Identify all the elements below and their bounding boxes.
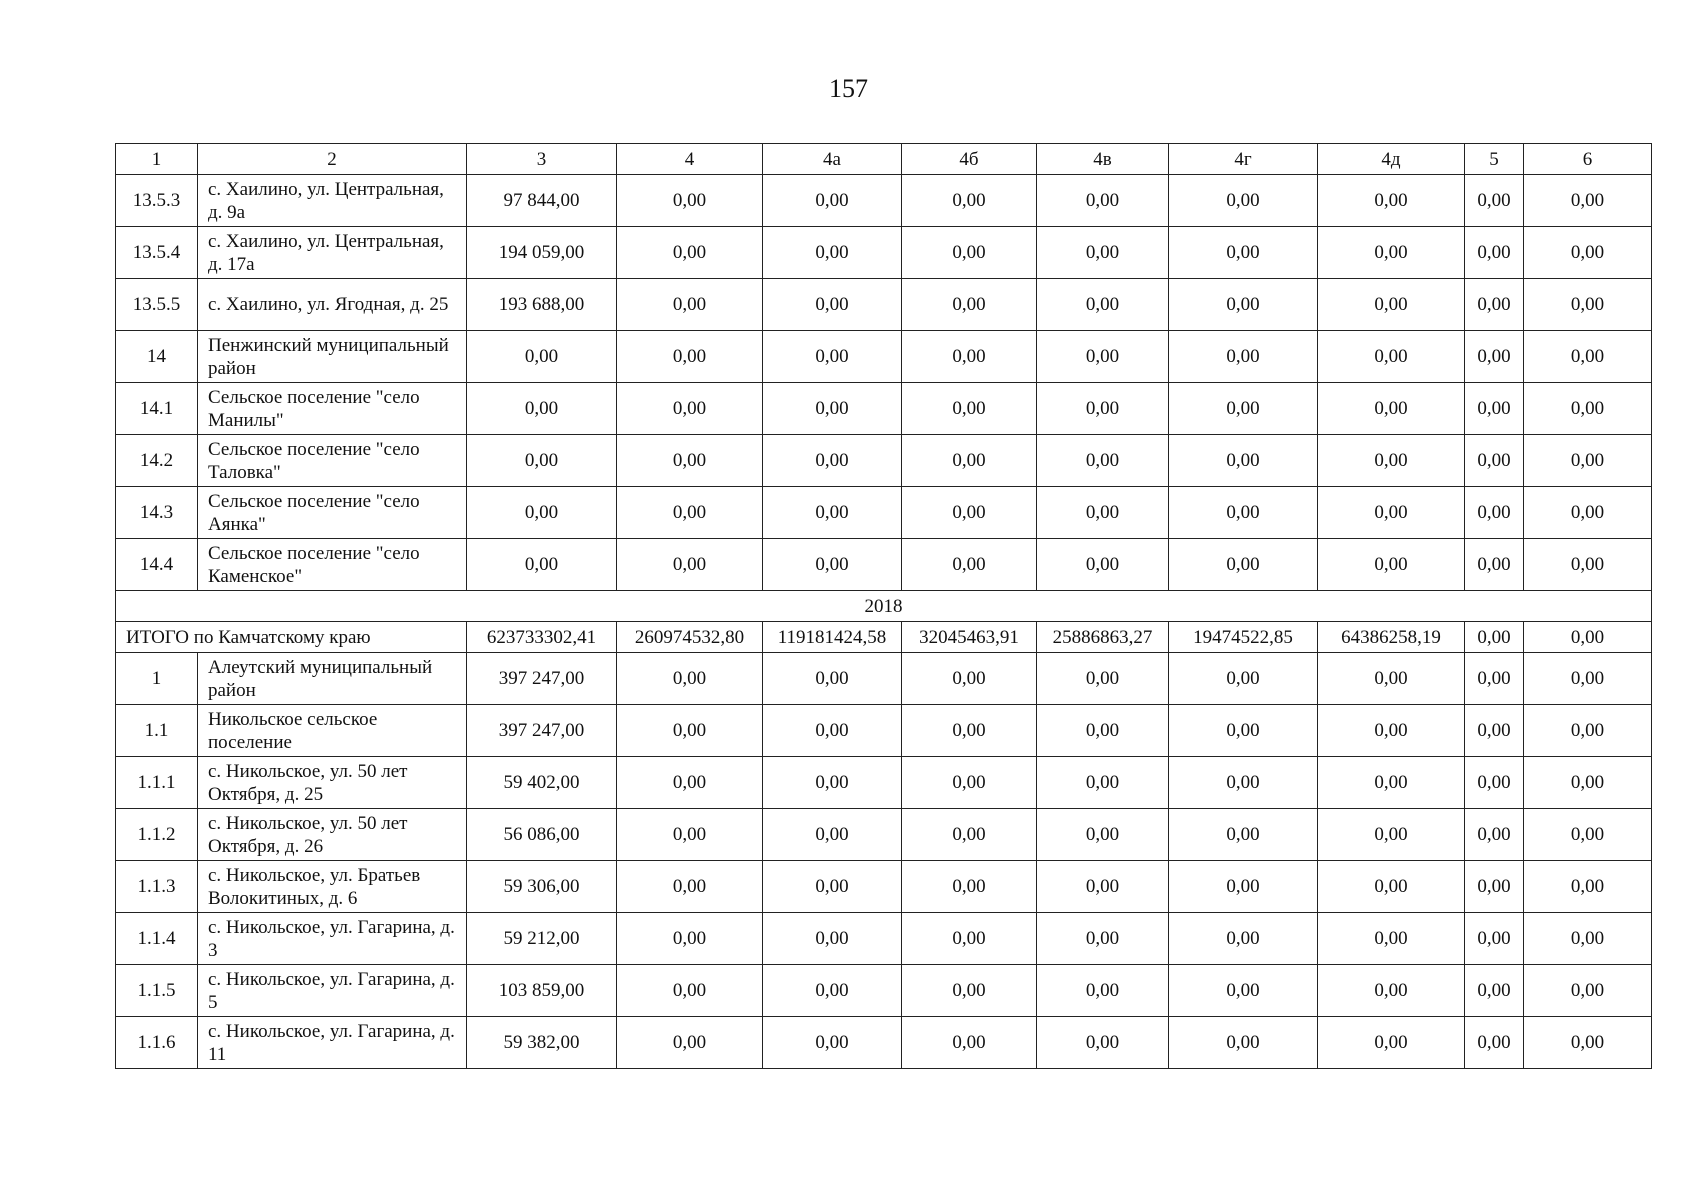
table-row — [116, 487, 1652, 539]
row-value: 0,00 — [902, 861, 1037, 913]
row-value: 59 306,00 — [467, 861, 617, 913]
row-value: 0,00 — [763, 539, 902, 591]
table-row — [116, 965, 1652, 1017]
column-header: 4а — [763, 144, 902, 175]
row-value: 0,00 — [763, 331, 902, 383]
row-value: 0,00 — [1169, 175, 1318, 227]
row-value: 0,00 — [1037, 279, 1169, 331]
table-row — [116, 757, 1652, 809]
row-value: 0,00 — [1465, 539, 1524, 591]
row-value: 0,00 — [1169, 913, 1318, 965]
row-value: 0,00 — [763, 383, 902, 435]
table-row — [116, 279, 1652, 331]
row-value: 0,00 — [467, 331, 617, 383]
row-value: 0,00 — [1037, 913, 1169, 965]
row-name: с. Хаилино, ул. Центральная, д. 9а — [198, 175, 467, 227]
column-header: 3 — [467, 144, 617, 175]
row-value: 0,00 — [1465, 913, 1524, 965]
row-value: 0,00 — [1318, 705, 1465, 757]
row-value: 0,00 — [1037, 757, 1169, 809]
row-value: 0,00 — [763, 861, 902, 913]
row-value: 0,00 — [1465, 435, 1524, 487]
row-value: 0,00 — [617, 539, 763, 591]
row-value: 0,00 — [1169, 331, 1318, 383]
row-value: 0,00 — [617, 809, 763, 861]
row-value: 0,00 — [1169, 965, 1318, 1017]
total-value: 19474522,85 — [1169, 622, 1318, 653]
row-name: Сельское поселение "село Манилы" — [198, 383, 467, 435]
table-row — [116, 1017, 1652, 1069]
row-value: 0,00 — [902, 705, 1037, 757]
row-value: 0,00 — [1524, 653, 1652, 705]
row-value: 0,00 — [1037, 861, 1169, 913]
row-value: 56 086,00 — [467, 809, 617, 861]
row-value: 0,00 — [1465, 809, 1524, 861]
row-value: 0,00 — [763, 487, 902, 539]
total-value: 64386258,19 — [1318, 622, 1465, 653]
column-header: 4д — [1318, 144, 1465, 175]
row-value: 0,00 — [1037, 435, 1169, 487]
row-value: 0,00 — [1037, 487, 1169, 539]
total-value: 119181424,58 — [763, 622, 902, 653]
row-value: 0,00 — [902, 279, 1037, 331]
total-value: 25886863,27 — [1037, 622, 1169, 653]
row-value: 0,00 — [467, 539, 617, 591]
table-row — [116, 705, 1652, 757]
row-value: 0,00 — [1318, 861, 1465, 913]
row-name: с. Никольское, ул. Братьев Волокитиных, д. 6 — [198, 861, 467, 913]
row-value: 0,00 — [1465, 757, 1524, 809]
row-value: 0,00 — [1037, 809, 1169, 861]
row-name: с. Хаилино, ул. Ягодная, д. 25 — [198, 279, 467, 331]
row-value: 0,00 — [1465, 653, 1524, 705]
row-id: 14 — [116, 331, 198, 383]
row-value: 0,00 — [902, 227, 1037, 279]
row-value: 0,00 — [1465, 965, 1524, 1017]
column-header: 4в — [1037, 144, 1169, 175]
table-row — [116, 383, 1652, 435]
page-number: 157 — [829, 74, 868, 103]
row-value: 0,00 — [1037, 1017, 1169, 1069]
row-value: 0,00 — [1465, 331, 1524, 383]
row-value: 0,00 — [1169, 705, 1318, 757]
row-value: 0,00 — [1318, 175, 1465, 227]
row-value: 0,00 — [1169, 861, 1318, 913]
total-value: 32045463,91 — [902, 622, 1037, 653]
row-value: 0,00 — [1169, 809, 1318, 861]
column-header: 4г — [1169, 144, 1318, 175]
row-value: 0,00 — [467, 487, 617, 539]
row-name: с. Никольское, ул. Гагарина, д. 3 — [198, 913, 467, 965]
row-value: 0,00 — [1465, 705, 1524, 757]
row-value: 0,00 — [1524, 279, 1652, 331]
row-value: 0,00 — [1318, 227, 1465, 279]
total-value: 260974532,80 — [617, 622, 763, 653]
row-name: Сельское поселение "село Каменское" — [198, 539, 467, 591]
row-name: с. Никольское, ул. Гагарина, д. 11 — [198, 1017, 467, 1069]
table-row — [116, 653, 1652, 705]
row-value: 193 688,00 — [467, 279, 617, 331]
row-value: 0,00 — [617, 965, 763, 1017]
row-value: 0,00 — [1524, 809, 1652, 861]
row-value: 0,00 — [1169, 1017, 1318, 1069]
row-value: 0,00 — [1318, 383, 1465, 435]
row-value: 0,00 — [617, 383, 763, 435]
column-header: 2 — [198, 144, 467, 175]
row-value: 0,00 — [763, 227, 902, 279]
header-row — [116, 144, 1652, 175]
total-value: 623733302,41 — [467, 622, 617, 653]
row-value: 0,00 — [1318, 435, 1465, 487]
row-value: 0,00 — [1524, 487, 1652, 539]
row-id: 14.3 — [116, 487, 198, 539]
row-value: 59 382,00 — [467, 1017, 617, 1069]
row-value: 0,00 — [1037, 539, 1169, 591]
total-row — [116, 622, 1652, 653]
row-id: 14.4 — [116, 539, 198, 591]
row-value: 0,00 — [902, 913, 1037, 965]
row-id: 14.2 — [116, 435, 198, 487]
row-value: 0,00 — [1524, 757, 1652, 809]
row-id: 13.5.5 — [116, 279, 198, 331]
row-value: 0,00 — [1465, 1017, 1524, 1069]
column-header: 4 — [617, 144, 763, 175]
row-value: 0,00 — [902, 1017, 1037, 1069]
row-value: 0,00 — [1318, 757, 1465, 809]
row-value: 0,00 — [1318, 487, 1465, 539]
row-id: 1.1.2 — [116, 809, 198, 861]
row-name: Сельское поселение "село Таловка" — [198, 435, 467, 487]
row-value: 0,00 — [1037, 383, 1169, 435]
row-name: Алеутский муниципальный район — [198, 653, 467, 705]
row-value: 0,00 — [1318, 1017, 1465, 1069]
table-row — [116, 435, 1652, 487]
row-value: 0,00 — [902, 435, 1037, 487]
row-value: 0,00 — [1524, 705, 1652, 757]
column-header: 4б — [902, 144, 1037, 175]
row-value: 59 212,00 — [467, 913, 617, 965]
row-value: 0,00 — [902, 331, 1037, 383]
year-label: 2018 — [116, 591, 1652, 622]
row-value: 0,00 — [1169, 227, 1318, 279]
row-value: 0,00 — [1169, 487, 1318, 539]
row-value: 0,00 — [1524, 539, 1652, 591]
row-value: 0,00 — [902, 965, 1037, 1017]
row-value: 0,00 — [617, 653, 763, 705]
row-value: 0,00 — [1524, 331, 1652, 383]
row-value: 0,00 — [1037, 705, 1169, 757]
row-value: 0,00 — [763, 435, 902, 487]
row-value: 0,00 — [763, 913, 902, 965]
row-value: 0,00 — [1037, 331, 1169, 383]
table-row — [116, 227, 1652, 279]
row-value: 0,00 — [1465, 383, 1524, 435]
row-value: 0,00 — [1524, 435, 1652, 487]
row-value: 0,00 — [1169, 435, 1318, 487]
row-value: 0,00 — [1169, 279, 1318, 331]
row-value: 0,00 — [617, 487, 763, 539]
row-value: 103 859,00 — [467, 965, 617, 1017]
row-value: 0,00 — [1524, 861, 1652, 913]
row-value: 0,00 — [1318, 539, 1465, 591]
row-value: 0,00 — [1465, 227, 1524, 279]
row-value: 0,00 — [1169, 539, 1318, 591]
row-name: с. Никольское, ул. Гагарина, д. 5 — [198, 965, 467, 1017]
row-value: 0,00 — [763, 653, 902, 705]
row-name: Никольское сельское поселение — [198, 705, 467, 757]
row-value: 0,00 — [1465, 487, 1524, 539]
row-id: 1.1.5 — [116, 965, 198, 1017]
row-value: 0,00 — [617, 861, 763, 913]
row-value: 97 844,00 — [467, 175, 617, 227]
column-header: 5 — [1465, 144, 1524, 175]
row-name: с. Хаилино, ул. Центральная, д. 17а — [198, 227, 467, 279]
row-value: 0,00 — [763, 175, 902, 227]
row-id: 14.1 — [116, 383, 198, 435]
total-value: 0,00 — [1524, 622, 1652, 653]
row-value: 59 402,00 — [467, 757, 617, 809]
row-value: 0,00 — [1318, 279, 1465, 331]
row-value: 0,00 — [1524, 175, 1652, 227]
row-id: 1.1.1 — [116, 757, 198, 809]
row-value: 0,00 — [1318, 913, 1465, 965]
row-value: 0,00 — [467, 435, 617, 487]
row-value: 0,00 — [617, 279, 763, 331]
row-value: 0,00 — [1318, 965, 1465, 1017]
row-value: 0,00 — [1524, 965, 1652, 1017]
row-id: 1.1.3 — [116, 861, 198, 913]
row-name: с. Никольское, ул. 50 лет Октября, д. 25 — [198, 757, 467, 809]
row-value: 194 059,00 — [467, 227, 617, 279]
row-value: 0,00 — [763, 279, 902, 331]
row-value: 0,00 — [1169, 757, 1318, 809]
table-row — [116, 913, 1652, 965]
row-value: 0,00 — [1318, 809, 1465, 861]
row-value: 0,00 — [1037, 653, 1169, 705]
row-value: 0,00 — [1524, 227, 1652, 279]
row-value: 0,00 — [617, 227, 763, 279]
row-value: 0,00 — [1465, 279, 1524, 331]
total-label: ИТОГО по Камчатскому краю — [116, 622, 467, 653]
row-value: 0,00 — [763, 1017, 902, 1069]
row-value: 0,00 — [763, 705, 902, 757]
row-id: 13.5.3 — [116, 175, 198, 227]
row-value: 0,00 — [617, 705, 763, 757]
row-value: 0,00 — [902, 175, 1037, 227]
row-value: 0,00 — [1037, 175, 1169, 227]
row-value: 0,00 — [902, 383, 1037, 435]
row-id: 1.1 — [116, 705, 198, 757]
table-row — [116, 175, 1652, 227]
row-value: 0,00 — [1169, 653, 1318, 705]
row-name: с. Никольское, ул. 50 лет Октября, д. 26 — [198, 809, 467, 861]
row-value: 0,00 — [617, 757, 763, 809]
row-value: 0,00 — [467, 383, 617, 435]
row-value: 0,00 — [1524, 383, 1652, 435]
row-value: 0,00 — [617, 435, 763, 487]
column-header: 6 — [1524, 144, 1652, 175]
row-value: 0,00 — [902, 757, 1037, 809]
row-name: Сельское поселение "село Аянка" — [198, 487, 467, 539]
row-value: 0,00 — [1524, 1017, 1652, 1069]
row-value: 0,00 — [617, 175, 763, 227]
row-id: 1.1.6 — [116, 1017, 198, 1069]
row-value: 0,00 — [1318, 653, 1465, 705]
row-value: 0,00 — [763, 809, 902, 861]
row-value: 0,00 — [902, 487, 1037, 539]
row-value: 0,00 — [763, 757, 902, 809]
table-row — [116, 809, 1652, 861]
row-value: 397 247,00 — [467, 705, 617, 757]
row-value: 0,00 — [1465, 861, 1524, 913]
table-row — [116, 861, 1652, 913]
row-value: 0,00 — [617, 913, 763, 965]
row-value: 0,00 — [1318, 331, 1465, 383]
row-name: Пенжинский муниципальный район — [198, 331, 467, 383]
row-value: 0,00 — [1037, 965, 1169, 1017]
row-value: 0,00 — [1524, 913, 1652, 965]
row-id: 13.5.4 — [116, 227, 198, 279]
row-value: 0,00 — [902, 809, 1037, 861]
row-value: 0,00 — [1037, 227, 1169, 279]
row-value: 0,00 — [902, 653, 1037, 705]
table-body — [116, 144, 1652, 1069]
data-table — [115, 143, 1652, 1069]
row-value: 0,00 — [1169, 383, 1318, 435]
row-value: 0,00 — [902, 539, 1037, 591]
row-id: 1 — [116, 653, 198, 705]
column-header: 1 — [116, 144, 198, 175]
row-id: 1.1.4 — [116, 913, 198, 965]
table-row — [116, 539, 1652, 591]
table-row — [116, 331, 1652, 383]
row-value: 0,00 — [617, 1017, 763, 1069]
row-value: 0,00 — [1465, 175, 1524, 227]
year-row — [116, 591, 1652, 622]
row-value: 0,00 — [763, 965, 902, 1017]
total-value: 0,00 — [1465, 622, 1524, 653]
row-value: 397 247,00 — [467, 653, 617, 705]
row-value: 0,00 — [617, 331, 763, 383]
